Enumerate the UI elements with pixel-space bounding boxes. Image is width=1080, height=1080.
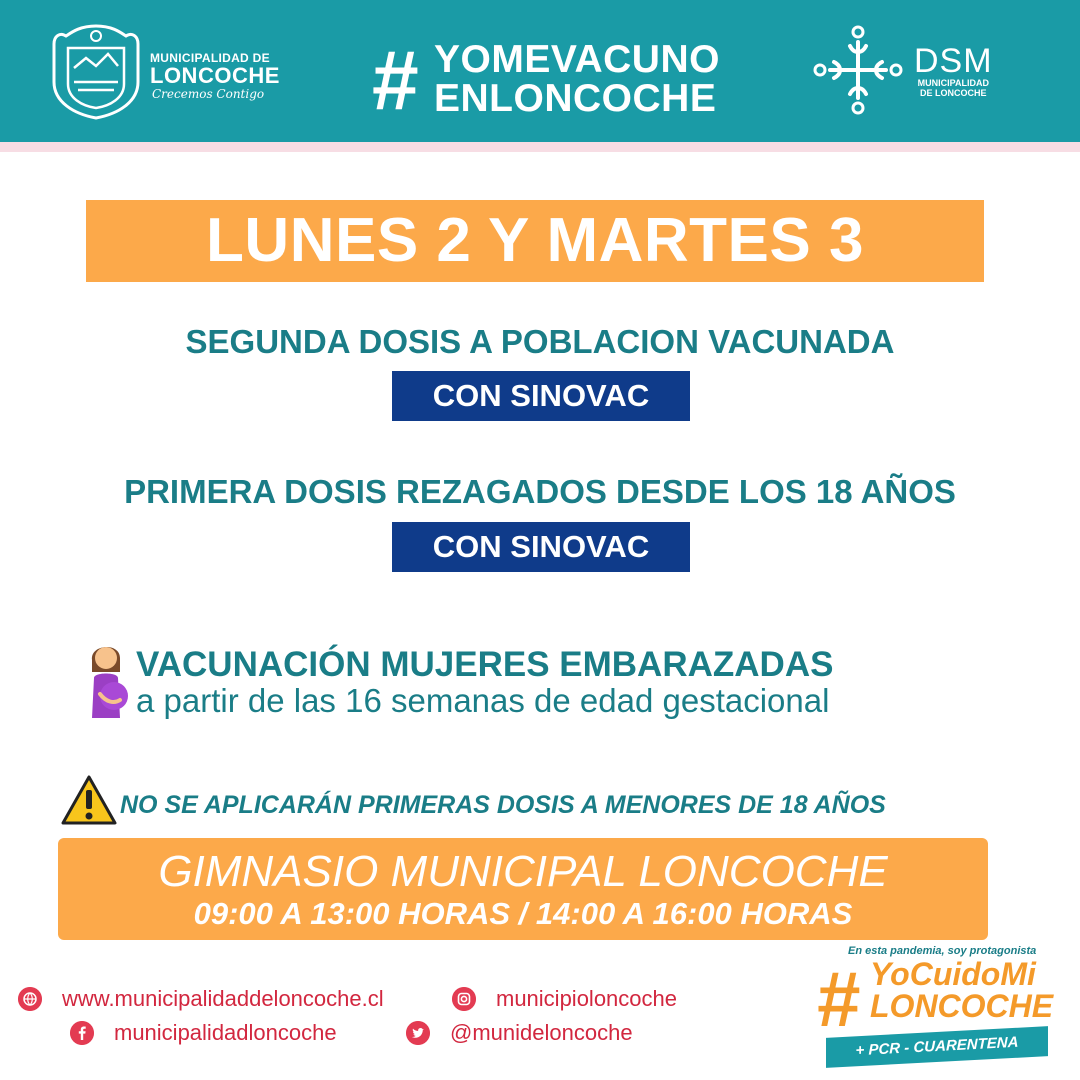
pregnant-title: VACUNACIÓN MUJERES EMBARAZADAS [136,645,834,684]
dsm-title: DSM [914,42,993,80]
campaign-line2: LONCOCHE [870,988,1054,1024]
dose-title-first: PRIMERA DOSIS REZAGADOS DESDE LOS 18 AÑOS [124,473,956,510]
dsm-logo-icon [812,24,904,116]
municipality-name [150,52,280,101]
facebook-text: municipalidadloncoche [114,1020,337,1045]
header-bar [0,0,1080,142]
pregnant-subtitle: a partir de las 16 semanas de edad gestacional [136,682,830,719]
vaccine-badge-second: CON SINOVAC [392,371,690,421]
dsm-sub2: DE LONCOCHE [920,88,987,98]
venue-name: GIMNASIO MUNICIPAL LONCOCHE [158,847,888,896]
muni-line2: LONCOCHE [150,63,280,88]
hashtag-symbol: # [372,33,419,127]
website-text: www.municipalidaddeloncoche.cl [62,986,384,1011]
hashtag-line1: YOMEVACUNO [434,38,720,81]
pregnant-woman-icon [80,638,132,722]
instagram-text: municipioloncoche [496,986,677,1011]
twitter-icon [406,1021,430,1045]
warning-text: NO SE APLICARÁN PRIMERAS DOSIS A MENORES DE 18 AÑOS [120,791,886,819]
venue-box [58,838,988,940]
muni-tagline: Crecemos Contigo [152,87,265,101]
twitter-text: @munideloncoche [450,1020,633,1045]
campaign-line1: YoCuidoMi [870,956,1036,992]
header-divider [0,142,1080,152]
vaccine-badge-first: CON SINOVAC [392,522,690,572]
dose-title-second: SEGUNDA DOSIS A POBLACION VACUNADA [185,323,895,360]
date-banner: LUNES 2 Y MARTES 3 [86,200,984,282]
globe-icon [18,987,42,1011]
facebook-icon [70,1021,94,1045]
campaign-bar: + PCR - CUARENTENA [826,1026,1048,1068]
campaign-hash: # [816,955,860,1043]
dsm-sub1: MUNICIPALIDAD [917,78,989,88]
hashtag-line2: ENLONCOCHE [434,77,717,120]
warning-icon [60,774,118,826]
venue-hours: 09:00 A 13:00 HORAS / 14:00 A 16:00 HORAS [193,896,853,931]
dsm-label [914,44,993,98]
municipal-crest-icon [50,22,142,120]
campaign-tagline: En esta pandemia, soy protagonista [848,945,1037,957]
instagram-icon [452,987,476,1011]
muni-line1: MUNICIPALIDAD DE [150,51,270,65]
campaign-logo [812,944,1062,1072]
